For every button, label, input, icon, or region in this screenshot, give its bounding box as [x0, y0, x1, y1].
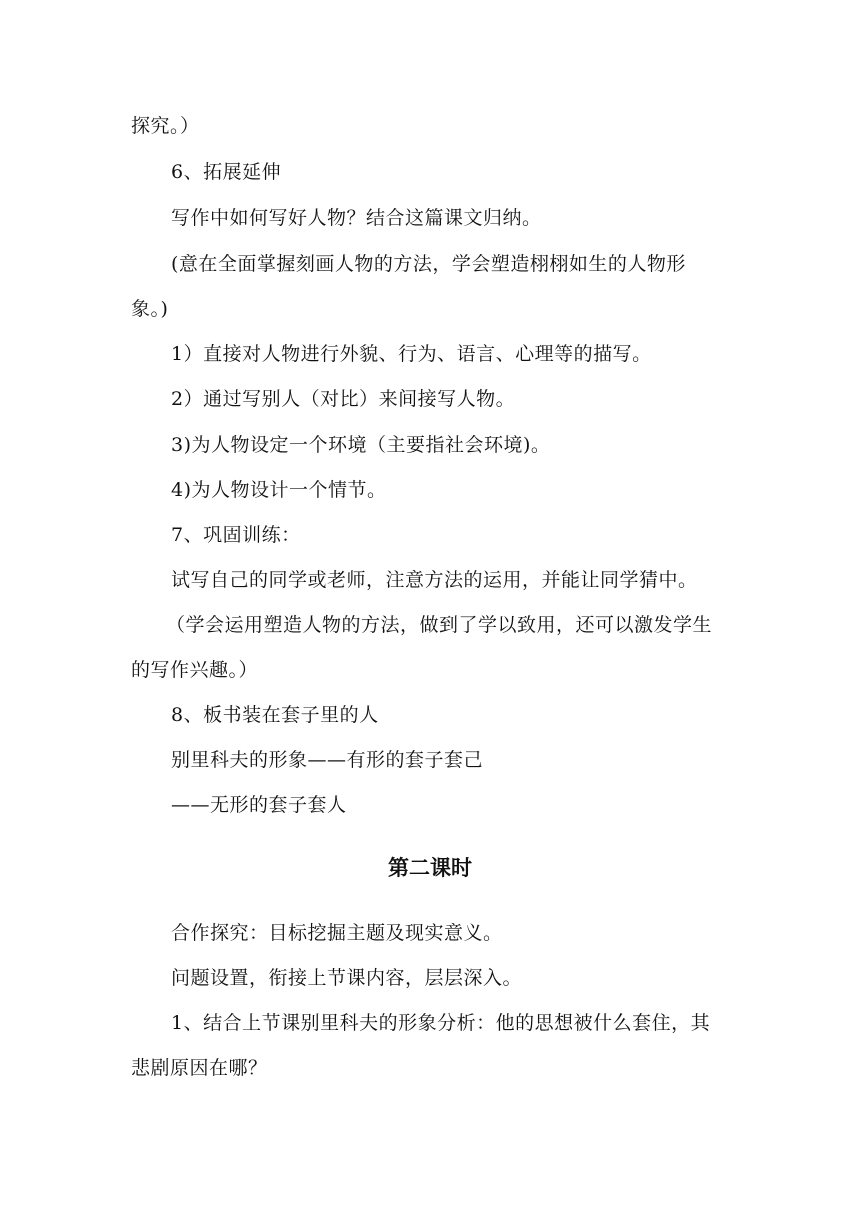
paragraph-line: 3)为人物设定一个环境（主要指社会环境)。 [171, 434, 551, 456]
paragraph-line: 7、巩固训练： [171, 524, 301, 546]
paragraph-line: (意在全面掌握刻画人物的方法，学会塑造栩栩如生的人物形 [171, 253, 686, 275]
paragraph-line: 别里科夫的形象——有形的套子套己 [171, 749, 484, 771]
paragraph-line: 4)为人物设计一个情节。 [171, 479, 387, 501]
paragraph-line: 探究。） [131, 115, 200, 137]
paragraph-line: ——无形的套子套人 [171, 794, 347, 816]
paragraph-line: 试写自己的同学或老师，注意方法的运用，并能让同学猜中。 [171, 569, 698, 591]
paragraph-line: 2）通过写别人（对比）来间接写人物。 [171, 388, 516, 410]
paragraph-line: 6、拓展延伸 [171, 161, 282, 183]
paragraph-line: 象。) [131, 298, 169, 320]
paragraph-line: 1）直接对人物进行外貌、行为、语言、心理等的描写。 [171, 343, 652, 365]
paragraph-line: 8、板书装在套子里的人 [171, 704, 379, 726]
paragraph-line: （学会运用塑造人物的方法，做到了学以致用，还可以激发学生 [166, 614, 713, 636]
section-title: 第二课时 [388, 856, 472, 880]
paragraph-line: 的写作兴趣。） [131, 659, 259, 681]
paragraph-line: 合作探究：目标挖掘主题及现实意义。 [171, 922, 503, 944]
paragraph-line: 写作中如何写好人物？结合这篇课文归纳。 [171, 207, 542, 229]
paragraph-line: 1、结合上节课别里科夫的形象分析：他的思想被什么套住，其 [171, 1012, 711, 1034]
paragraph-line: 问题设置，衔接上节课内容，层层深入。 [171, 967, 523, 989]
paragraph-line: 悲剧原因在哪？ [131, 1057, 268, 1079]
